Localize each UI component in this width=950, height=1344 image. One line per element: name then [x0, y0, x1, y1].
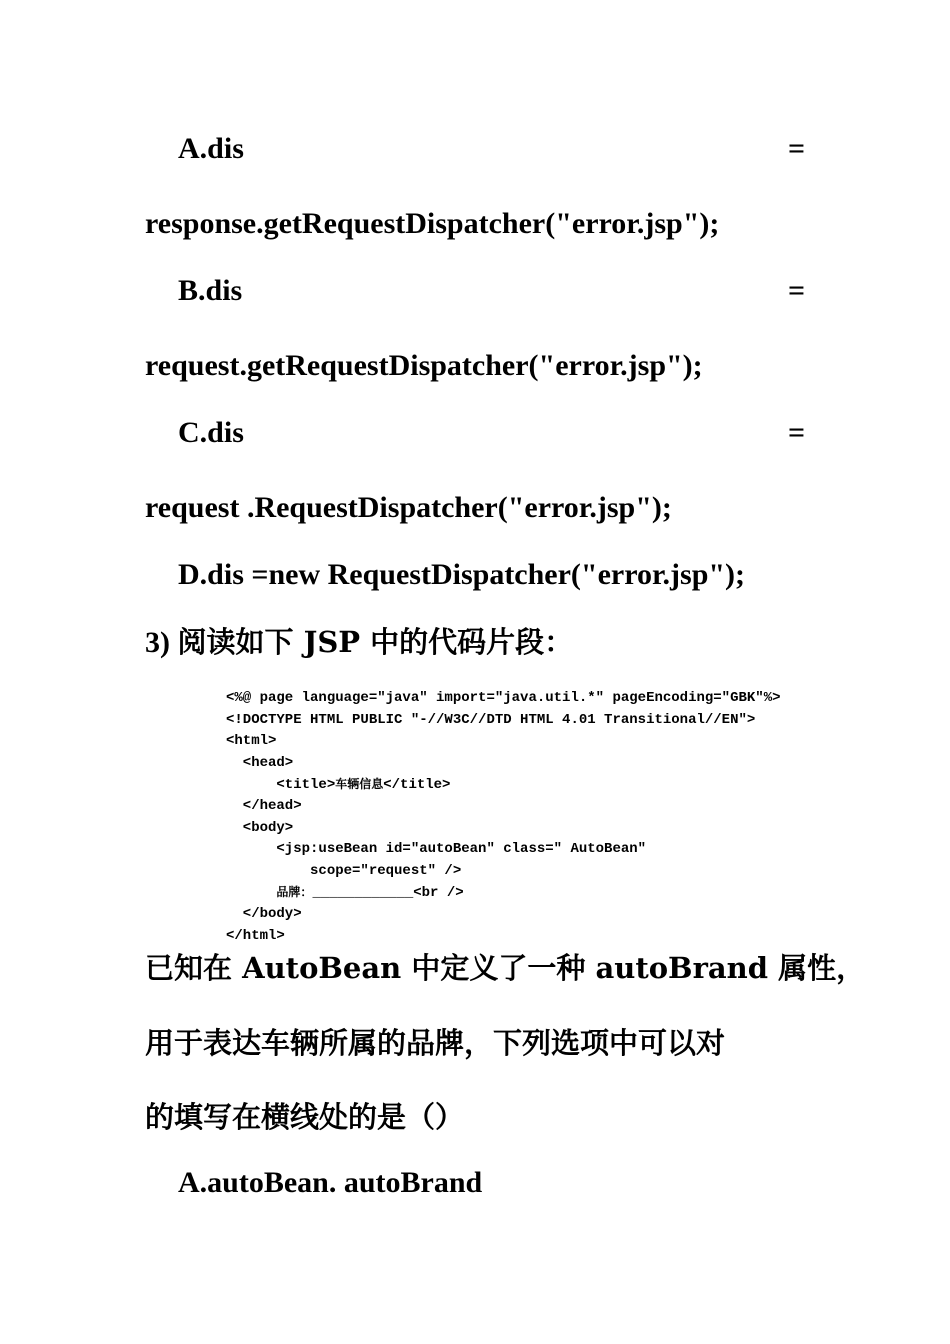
q2-option-a-rhs: response.getRequestDispatcher("error.jsp");	[145, 207, 720, 240]
option-lhs: dis	[207, 132, 244, 165]
jsp-code-block	[226, 688, 781, 947]
q2-option-c-equals: =	[788, 416, 806, 449]
code-text-cn: 车辆信息	[335, 777, 384, 792]
code-line: </body>	[226, 905, 302, 922]
q3-description-line1: 已知在 AutoBean 中定义了一种 autoBrand 属性，	[145, 951, 866, 985]
code-text: </title>	[383, 777, 451, 794]
option-label: A.	[178, 132, 208, 165]
option-label: C.	[178, 416, 208, 449]
option-text: autoBean. autoBrand	[207, 1166, 483, 1199]
code-line	[226, 774, 781, 796]
code-text-cn: 品牌：	[276, 885, 313, 900]
code-line: scope="request" />	[226, 862, 462, 879]
q2-option-d	[178, 557, 745, 593]
option-lhs: dis	[205, 274, 243, 307]
code-line: <html>	[226, 733, 277, 750]
code-line	[226, 882, 781, 904]
code-line: <head>	[226, 754, 294, 771]
code-line: </html>	[226, 927, 285, 944]
q3-option-a	[178, 1165, 482, 1201]
q2-option-a-equals: =	[788, 132, 806, 165]
option-label: D.	[178, 558, 208, 591]
q3-description-line3: 的填写在横线处的是（）	[145, 1100, 465, 1134]
code-line: <jsp:useBean id="autoBean" class=" AutoBean"	[226, 841, 647, 858]
option-label: B.	[178, 274, 206, 307]
q3-description-line2: 用于表达车辆所属的品牌，下列选项中可以对	[145, 1026, 726, 1060]
q3-heading	[145, 624, 573, 661]
option-label: A.	[178, 1166, 208, 1199]
question-intro: 阅读如下 JSP 中的代码片段：	[177, 625, 574, 659]
q2-option-c-rhs: request .RequestDispatcher("error.jsp");	[145, 491, 672, 524]
code-text: ____________<br />	[312, 885, 464, 902]
option-lhs: dis	[207, 416, 244, 449]
q2-option-a-line1	[178, 131, 244, 167]
code-line: <body>	[226, 819, 294, 836]
option-text: dis =new RequestDispatcher("error.jsp");	[207, 558, 746, 591]
question-number: 3)	[145, 626, 170, 659]
code-line: <!DOCTYPE HTML PUBLIC "-//W3C//DTD HTML 4.01 Transitional//EN">	[226, 711, 756, 728]
code-text: <title>	[226, 777, 336, 794]
code-text	[226, 885, 276, 901]
q2-option-b-line1	[178, 273, 242, 309]
q2-option-b-equals: =	[788, 274, 806, 307]
q2-option-c-line1	[178, 415, 244, 451]
code-line: <%@ page language="java" import="java.util.*" pageEncoding="GBK"%>	[226, 690, 781, 706]
code-line: </head>	[226, 797, 302, 814]
q2-option-b-rhs: request.getRequestDispatcher("error.jsp");	[145, 349, 703, 382]
